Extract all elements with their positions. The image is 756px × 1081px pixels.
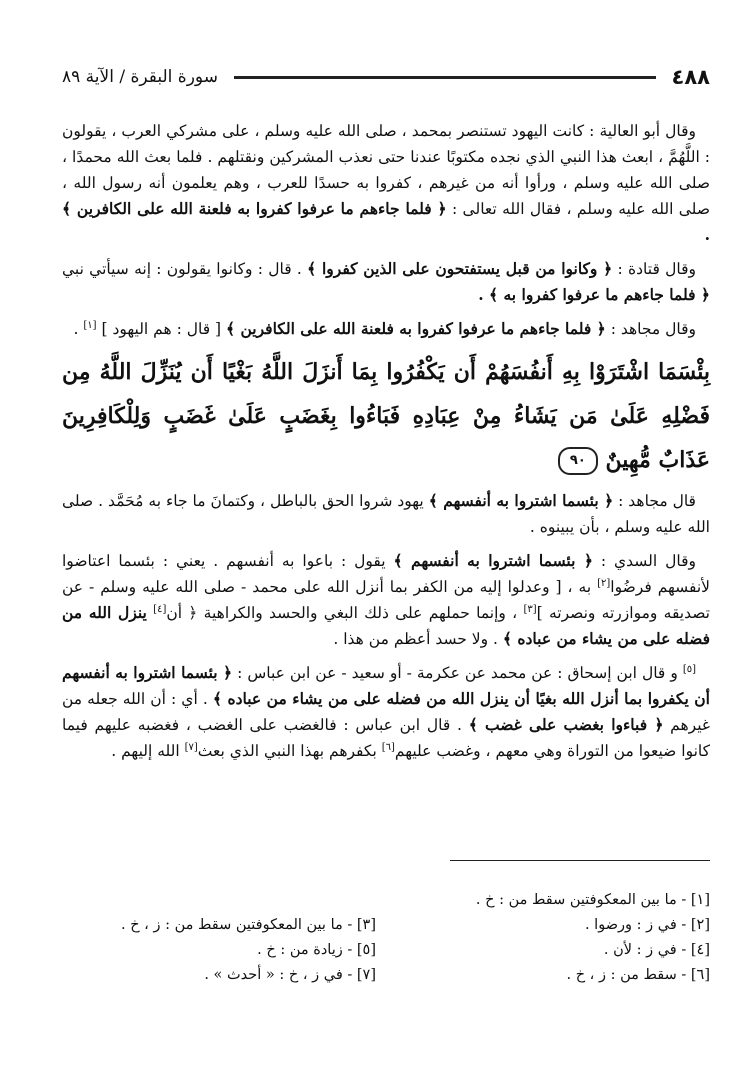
quran-quote: ﴿ بئسما اشتروا به أنفسهم ﴾ xyxy=(393,551,593,570)
quran-quote: ينزل الله من فضله على من يشاء من عباده ﴾ xyxy=(62,603,710,648)
footnote-1: [١] - ما بين المعكوفتين سقط من : خ . xyxy=(475,892,710,908)
footnote-ref: [٤] xyxy=(153,603,167,615)
footnote-ref: [٦] xyxy=(381,741,395,753)
header-rule xyxy=(234,76,656,79)
page-number: ٤٨٨ xyxy=(671,65,710,89)
quran-quote: ﴿ فلما جاءهم ما عرفوا كفروا به فلعنة الله على الكافرين ﴾ . xyxy=(62,199,710,244)
text: . أي : أن الله جعله من غيرهم xyxy=(62,690,710,734)
paragraph-mujahid-2 xyxy=(62,488,710,540)
quran-quote: ﴿ وكانوا من قبل يستفتحون على الذين كفروا ﴾ xyxy=(307,259,613,278)
quran-quote: ﴿ فباءوا بغضب على غضب ﴾ xyxy=(468,715,664,734)
paragraph-qatada xyxy=(62,256,710,308)
text: و قال ابن إسحاق : عن محمد عن عكرمة - أو سعيد - عن ابن عباس : xyxy=(237,664,678,682)
footnote-3: [٣] - ما بين المعكوفتين سقط من : ز ، خ . xyxy=(121,917,376,933)
footnote-ref: [٥] xyxy=(682,663,696,675)
footnote-6: [٦] - سقط من : ز ، خ . xyxy=(566,967,710,983)
footnote-ref: [٧] xyxy=(184,741,198,753)
verse-text: بِئْسَمَا اشْتَرَوْا بِهِ أَنفُسَهُمْ أَن يَكْفُرُوا بِمَا أَنزَلَ اللَّهُ بَغْيًا أَن يُنَزِّلَ اللَّهُ مِن فَضْلِهِ عَلَىٰ مَن يَشَاءُ مِنْ عِبَادِهِ فَبَاءُوا بِغَضَبٍ عَلَىٰ غَضَبٍ وَلِلْكَافِرِينَ عَذَابٌ مُّهِينٌ xyxy=(62,359,710,473)
text: الله إليهم . xyxy=(111,742,180,760)
paragraph-abu-aliya xyxy=(62,118,710,248)
text: يهود شروا الحق بالباطل ، وكتمانَ ما جاء به مُحَمَّد . صلى الله عليه وسلم ، بأن يبينوه . xyxy=(62,492,710,536)
text: وقال أبو العالية : كانت اليهود تستنصر بمحمد ، صلى الله عليه وسلم ، على مشركي العرب ، يقولون : اللَّهُمَّ ، ابعث هذا النبي الذي نجده مكتوبًا عندنا حتى نعذب المشركين ونقتلهم . فلما بعث الله محمدًا ، صلى الله عليه وسلم ، ورأوا أنه من غيرهم ، كفروا به حسدًا للعرب ، وهم يعلمون أنه رسول الله ، صلى الله عليه وسلم ، فقال الله تعالى : xyxy=(62,122,710,218)
footnote-ref: [٢] xyxy=(597,577,611,589)
text: بكفرهم بهذا النبي الذي بعث xyxy=(197,742,377,760)
footnote-5: [٥] - زيادة من : خ . xyxy=(257,942,376,958)
footnote-7: [٧] - في ز ، خ : « أحدث » . xyxy=(204,967,376,983)
footnote-2: [٢] - في ز : ورضوا . xyxy=(584,917,710,933)
footnote-4: [٤] - في ز : لأن . xyxy=(603,942,710,958)
ayah-number-badge: ٩٠ xyxy=(558,447,598,475)
text: . قال ابن عباس : فالغضب على الغضب ، فغضبه عليهم فيما كانوا ضيعوا من التوراة وهي معهم ، وغضب عليهم xyxy=(62,716,710,760)
footnote-ref: [٣] xyxy=(523,603,537,615)
quran-quote: ﴿ بئسما اشتروا به أنفسهم أن يكفروا بما أنزل الله بغيًا أن ينزل الله من فضله على من يشاء من عباده ﴾ xyxy=(62,663,710,708)
quran-quote: ﴿ فلما جاءهم ما عرفوا كفروا به ﴾ . xyxy=(478,285,710,304)
paragraph-ibn-ishaq xyxy=(62,660,710,764)
text: وقال قتادة : xyxy=(617,260,697,278)
footnote-divider xyxy=(450,860,710,861)
footnote-ref: [١] xyxy=(83,319,97,331)
text: به ، [ وعدلوا إليه من الكفر بما أنزل الله على محمد - صلى الله عليه وسلم - عن تصديقه وموازرته ونصرته ] xyxy=(62,578,710,622)
text: ، وإنما حملهم على ذلك البغي والحسد والكراهية ﴿ أن xyxy=(166,604,518,622)
text: وقال السدي : xyxy=(600,552,696,570)
surah-reference: سورة البقرة / الآية ٨٩ xyxy=(62,67,218,87)
text: . ولا حسد أعظم من هذا . xyxy=(333,630,498,648)
paragraph-suddi xyxy=(62,548,710,652)
text: [ قال : هم اليهود ] xyxy=(101,320,222,338)
quran-quote: ﴿ بئسما اشتروا به أنفسهم ﴾ xyxy=(428,491,614,510)
quran-verse xyxy=(62,350,710,482)
footnotes xyxy=(62,888,710,988)
page-header xyxy=(62,64,710,90)
text: قال مجاهد : xyxy=(618,492,696,510)
paragraph-mujahid: وقال مجاهد : ﴿ فلما جاءهم ما عرفوا كفروا به فلعنة الله على الكافرين ﴾ [ قال : هم اليهود ] [١] . xyxy=(73,319,696,338)
text: يقول : باعوا به أنفسهم . يعني : بئسما اعتاضوا لأنفسهم فرضُوا xyxy=(62,552,710,596)
text: . قال : وكانوا يقولون : إنه سيأتي نبي xyxy=(62,260,302,278)
text: وقال مجاهد : xyxy=(610,320,696,338)
main-text xyxy=(62,118,710,772)
quran-quote: ﴿ فلما جاءهم ما عرفوا كفروا به فلعنة الله على الكافرين ﴾ xyxy=(226,319,606,338)
